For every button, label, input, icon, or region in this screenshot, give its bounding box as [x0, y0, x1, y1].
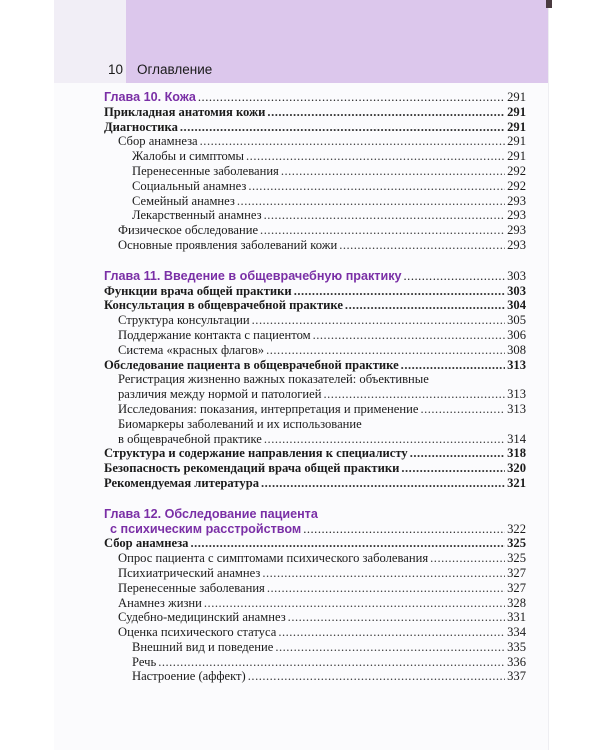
- toc-entry[interactable]: [104, 164, 526, 179]
- toc-entry[interactable]: [104, 358, 526, 373]
- toc-entry[interactable]: [104, 551, 526, 566]
- toc-entry[interactable]: [104, 640, 526, 655]
- toc-entry[interactable]: [104, 343, 526, 358]
- dot-leader: [204, 596, 505, 611]
- page-number: 10: [108, 62, 124, 77]
- toc-entry[interactable]: [104, 625, 526, 640]
- toc-entry[interactable]: [104, 581, 526, 596]
- toc-entry[interactable]: [104, 387, 526, 402]
- page-number: 313: [507, 387, 526, 402]
- entry-title: Функции врача общей практики: [104, 283, 292, 298]
- page-number: 322: [507, 521, 526, 536]
- dot-leader: [401, 358, 505, 373]
- page-number: 291: [507, 119, 526, 134]
- page-number: 308: [507, 342, 526, 357]
- dot-leader: [180, 120, 505, 135]
- entry-title: Безопасность рекомендаций врача общей практики: [104, 461, 400, 476]
- page-number: 292: [507, 178, 526, 193]
- toc-entry[interactable]: [104, 446, 526, 461]
- toc-entry[interactable]: [104, 194, 526, 209]
- dot-leader: [324, 387, 506, 402]
- dot-leader: [294, 284, 505, 299]
- dot-leader: [264, 432, 505, 447]
- dot-leader: [303, 522, 505, 537]
- toc-entry[interactable]: [104, 669, 526, 684]
- page-number: 327: [507, 565, 526, 580]
- toc-entry[interactable]: [104, 432, 526, 447]
- chapter-heading[interactable]: [104, 522, 526, 537]
- dot-leader: [200, 134, 505, 149]
- toc-entry[interactable]: [104, 298, 526, 313]
- page-number: 291: [507, 90, 526, 104]
- chapter-heading[interactable]: [104, 269, 526, 284]
- entry-title: Поддержание контакта с пациентом: [118, 327, 311, 342]
- page-number: 313: [507, 357, 526, 372]
- page-number: 334: [507, 625, 526, 640]
- page-number: 293: [507, 237, 526, 252]
- dot-leader: [267, 581, 505, 596]
- running-head: [108, 62, 212, 77]
- entry-title: Психиатрический анамнез: [118, 565, 261, 580]
- chapter-title: Глава 11. Введение в общеврачебную практику: [104, 268, 402, 283]
- toc-entry[interactable]: [104, 461, 526, 476]
- entry-title: Обследование пациента в общеврачебной практике: [104, 357, 399, 372]
- chapter-heading-line[interactable]: Глава 12. Обследование пациента: [104, 506, 318, 521]
- toc-entry-line[interactable]: Биомаркеры заболеваний и их использование: [118, 416, 362, 431]
- page-number: 303: [507, 283, 526, 298]
- dot-leader: [260, 223, 505, 238]
- entry-title: Исследования: показания, интерпретация и применение: [118, 401, 419, 416]
- toc-entry[interactable]: [104, 208, 526, 223]
- dot-leader: [288, 610, 505, 625]
- dot-leader: [190, 536, 505, 551]
- toc-entry[interactable]: [104, 328, 526, 343]
- dot-leader: [339, 238, 505, 253]
- entry-title: Судебно-медицинский анамнез: [118, 610, 286, 625]
- dot-leader: [198, 90, 505, 105]
- page-number: 320: [507, 461, 526, 476]
- toc-entry[interactable]: [104, 610, 526, 625]
- page-number: 291: [507, 104, 526, 119]
- entry-title: различия между нормой и патологией: [118, 387, 322, 402]
- page-number: 293: [507, 223, 526, 238]
- page-number: 325: [507, 536, 526, 551]
- toc-entry[interactable]: [104, 313, 526, 328]
- entry-title: Лекарственный анамнез: [132, 208, 262, 223]
- dot-leader: [420, 402, 505, 417]
- entry-title: Физическое обследование: [118, 223, 259, 238]
- page-number: 293: [507, 193, 526, 208]
- page-number: 337: [507, 669, 526, 684]
- toc-entry[interactable]: [104, 536, 526, 551]
- dot-leader: [237, 194, 505, 209]
- dot-leader: [401, 461, 505, 476]
- page-number: 291: [507, 149, 526, 164]
- dot-leader: [252, 313, 505, 328]
- toc-entry[interactable]: [104, 596, 526, 611]
- chapter-title: с психическим расстройством: [110, 521, 302, 536]
- page-number: 303: [507, 268, 526, 283]
- entry-title: Опрос пациента с симптомами психического заболевания: [118, 551, 429, 566]
- page-number: 305: [507, 313, 526, 328]
- dot-leader: [261, 476, 505, 491]
- page-number: 331: [507, 610, 526, 625]
- entry-title: Семейный анамнез: [132, 193, 235, 208]
- dot-leader: [248, 179, 505, 194]
- toc-entry[interactable]: [104, 134, 526, 149]
- toc-entry[interactable]: [104, 120, 526, 135]
- toc-entry[interactable]: [104, 655, 526, 670]
- page-number: 328: [507, 595, 526, 610]
- page-number: 293: [507, 208, 526, 223]
- page-number: 325: [507, 551, 526, 566]
- entry-title: Сбор анамнеза: [104, 536, 189, 551]
- chapter-title: Глава 10. Кожа: [104, 90, 196, 104]
- page-number: 335: [507, 639, 526, 654]
- dot-leader: [266, 343, 505, 358]
- entry-title: Система «красных флагов»: [118, 342, 265, 357]
- entry-title: в общеврачебной практике: [118, 431, 262, 446]
- page-number: 314: [507, 431, 526, 446]
- page-number: 304: [507, 298, 526, 313]
- entry-title: Сбор анамнеза: [118, 134, 198, 149]
- entry-title: Жалобы и симптомы: [132, 149, 245, 164]
- toc-entry[interactable]: [104, 223, 526, 238]
- page-number: 291: [507, 134, 526, 149]
- entry-title: Перенесенные заболевания: [132, 163, 279, 178]
- toc-entry[interactable]: [104, 105, 526, 120]
- toc-entry[interactable]: [104, 566, 526, 581]
- entry-title: Настроение (аффект): [132, 669, 246, 684]
- dot-leader: [246, 149, 505, 164]
- entry-title: Социальный анамнез: [132, 178, 247, 193]
- entry-title: Структура консультации: [118, 313, 250, 328]
- page-number: 306: [507, 327, 526, 342]
- dot-leader: [262, 566, 505, 581]
- entry-title: Структура и содержание направления к специалисту: [104, 446, 408, 461]
- chapter-heading[interactable]: [104, 90, 526, 105]
- page-edge-shadow: [546, 0, 552, 8]
- toc-entry[interactable]: [104, 179, 526, 194]
- dot-leader: [278, 625, 505, 640]
- toc-entry[interactable]: [104, 476, 526, 491]
- toc-entry[interactable]: [104, 402, 526, 417]
- page-number: 313: [507, 401, 526, 416]
- dot-leader: [158, 655, 505, 670]
- entry-title: Внешний вид и поведение: [132, 639, 274, 654]
- dot-leader: [264, 208, 506, 223]
- entry-title: Оценка психического статуса: [118, 625, 277, 640]
- entry-title: Основные проявления заболеваний кожи: [118, 237, 338, 252]
- dot-leader: [404, 269, 506, 284]
- entry-title: Рекомендуемая литература: [104, 475, 259, 490]
- dot-leader: [281, 164, 505, 179]
- page-number: 321: [507, 475, 526, 490]
- entry-title: Консультация в общеврачебной практике: [104, 298, 343, 313]
- toc-entry[interactable]: [104, 149, 526, 164]
- entry-title: Речь: [132, 654, 157, 669]
- page-number: 318: [507, 446, 526, 461]
- dot-leader: [248, 669, 505, 684]
- dot-leader: [267, 105, 505, 120]
- entry-title: Анамнез жизни: [118, 595, 202, 610]
- toc-entry[interactable]: [104, 238, 526, 253]
- dot-leader: [275, 640, 505, 655]
- running-title: Оглавление: [137, 62, 213, 77]
- page-number: 336: [507, 654, 526, 669]
- dot-leader: [313, 328, 506, 343]
- entry-title: Перенесенные заболевания: [118, 580, 265, 595]
- entry-title: Прикладная анатомия кожи: [104, 104, 266, 119]
- toc-entry-line[interactable]: Регистрация жизненно важных показателей: объективные: [118, 372, 429, 387]
- page-number: 292: [507, 163, 526, 178]
- toc-entry[interactable]: [104, 284, 526, 299]
- dot-leader: [410, 446, 505, 461]
- table-of-contents: [104, 90, 526, 684]
- dot-leader: [430, 551, 505, 566]
- entry-title: Диагностика: [104, 119, 178, 134]
- dot-leader: [345, 298, 505, 313]
- page-number: 327: [507, 580, 526, 595]
